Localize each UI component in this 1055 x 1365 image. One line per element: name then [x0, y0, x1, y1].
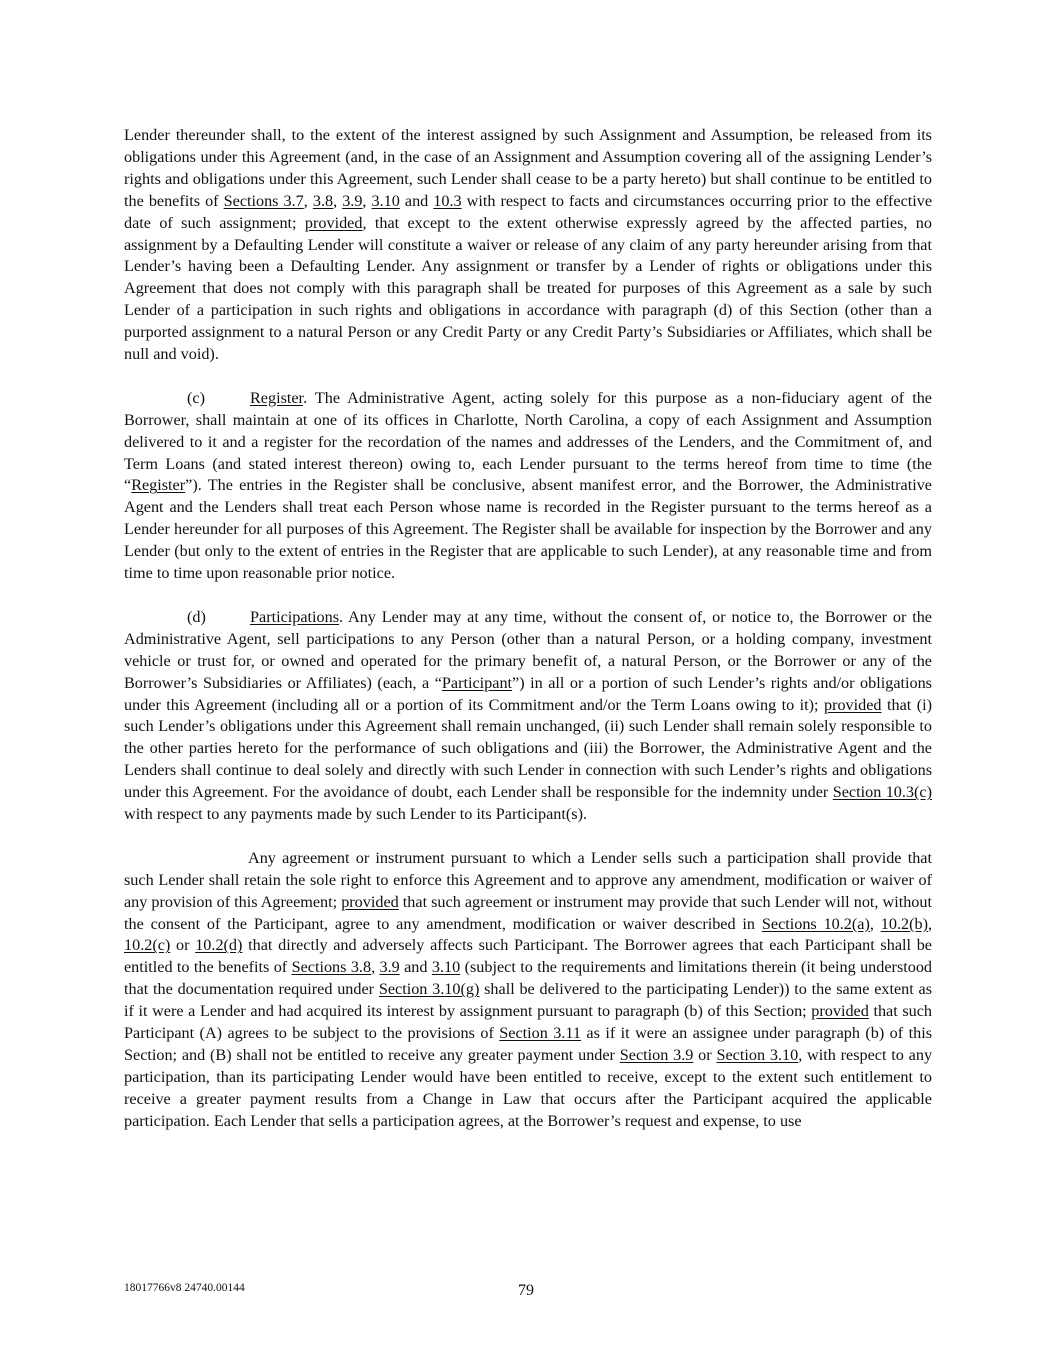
text-run: Lender thereunder shall, to the extent of the interest assigned by such Assignment and Assumption, be released from its obligations under this Agreement (and, in the case of an Assignment and Assumption covering all of the assigning Lender’s rights and obligations under this Agreement, such Lender shall cease to be a party hereto) but shall continue to be entitled to the benefits of — [124, 126, 932, 210]
cross-reference: Section 3.11 — [499, 1024, 581, 1043]
cross-reference: Sections 3.8 — [291, 958, 372, 977]
text-run: that such Participant (A) agrees to be subject to the provisions of — [124, 1002, 932, 1043]
text-run: , — [371, 958, 380, 977]
text-run: with respect to any payments made by such Lender to its Participant(s). — [124, 805, 588, 824]
cross-reference: Section 3.10 — [716, 1046, 799, 1065]
text-run: , that except to the extent otherwise expressly agreed by the affected parties, no assignment by a Defaulting Lender will constitute a waiver or release of any claim of any party hereunder arising from that Lender’s having been a Defaulting Lender. Any assignment or transfer by a Lender of rights or obligations under this Agreement that does not comply with this paragraph shall be treated for purposes of this Agreement as a sale by such Lender of a participation in such rights and obligations in accordance with paragraph (d) of this Section (other than a purported assignment to a natural Person or any Credit Party or any Credit Party’s Subsidiaries or Affiliates, which shall be null and void). — [124, 213, 932, 364]
text-run: . The Administrative Agent, acting solely for this purpose as a non-fiduciary agent of the Borrower, shall maintain at one of its offices in Charlotte, North Carolina, a copy of each Assignment and Assumption delivered to it and a register for the recordation of the names and addresses of the Lenders, and the Commitment of, and Term Loans (and stated interest thereon) owing to, each Lender pursuant to the terms hereof from time to time (the “ — [124, 388, 932, 495]
section-heading: Register — [250, 388, 304, 407]
document-page — [124, 125, 932, 1133]
paragraph-register — [124, 388, 932, 585]
cross-reference: Section 10.3(c) — [832, 783, 932, 802]
text-run: ”) in all or a portion of such Lender’s rights and/or obligations under this Agreement (including all or a portion of its Commitment and/or the Term Loans owing to it); — [124, 673, 932, 714]
text-run: and — [399, 958, 432, 977]
defined-term: provided — [823, 695, 882, 714]
text-run: or — [170, 936, 196, 955]
text-run: as if it were an assignee under paragraph (b) of this Section; and (B) shall not be entitled to receive any greater payment under — [124, 1024, 932, 1065]
cross-reference: Sections 3.7 — [223, 191, 304, 210]
defined-term: provided — [811, 1002, 869, 1021]
cross-reference: 3.8 — [312, 191, 334, 210]
text-run: , — [869, 914, 881, 933]
text-run: , — [927, 914, 933, 933]
paragraph-participation-agreement — [124, 848, 932, 1133]
cross-reference: 3.9 — [342, 191, 363, 210]
text-run: Any agreement or instrument pursuant to which a Lender sells such a participation shall provide that such Lender shall retain the sole right to enforce this Agreement and to approve any amendment, modification or waiver of any provision of this Agreement; — [124, 848, 932, 911]
cross-reference: Sections 10.2(a) — [761, 914, 870, 933]
text-run: ”). The entries in the Register shall be conclusive, absent manifest error, and the Borrower, the Administrative Agent and the Lenders shall treat each Person whose name is recorded in the Register pursuant to the terms hereof as a Lender hereunder for all purposes of this Agreement. The Register shall be available for inspection by the Borrower and any Lender (but only to the extent of entries in the Register that are applicable to such Lender), at any reasonable time and from time to time upon reasonable prior notice. — [124, 476, 932, 583]
text-run: . Any Lender may at any time, without the consent of, or notice to, the Borrower or the Administrative Agent, sell participations to any Person (other than a natural Person, or a holding company, investment vehicle or trust for, or owned and operated for the primary benefit of, a natural Person, or the Borrower or any of the Borrower’s Subsidiaries or Affiliates) (each, a “ — [124, 607, 932, 692]
cross-reference: 3.10 — [371, 191, 400, 210]
text-run: that directly and adversely affects such Participant. The Borrower agrees that each Participant shall be entitled to the benefits of — [124, 936, 932, 977]
text-run: and — [399, 191, 434, 210]
text-run: , — [333, 191, 343, 210]
cross-reference: 3.9 — [379, 958, 400, 977]
text-run: shall be delivered to the participating Lender)) to the same extent as if it were a Lender and had acquired its interest by assignment pursuant to paragraph (b) of this Section; — [124, 980, 933, 1021]
paragraph-participations — [124, 607, 932, 826]
cross-reference: 10.3 — [433, 191, 462, 210]
defined-term: Participant — [441, 673, 513, 692]
text-run: (subject to the requirements and limitations therein (it being understood that the documentation required under — [124, 958, 933, 999]
cross-reference: Section 3.10(g) — [378, 980, 480, 999]
defined-term: provided — [304, 213, 363, 232]
cross-reference: 3.10 — [431, 958, 461, 977]
text-run: , — [303, 191, 313, 210]
defined-term: Register — [131, 476, 186, 495]
cross-reference: Section 3.9 — [619, 1046, 694, 1065]
text-run: , with respect to any participation, than its participating Lender would have been entitled to receive, except to the extent such entitlement to receive a greater payment results from a Change in Law that occurs after the Participant acquired the applicable participation. Each Lender that sells a participation agrees, at the Borrower’s request and expense, to use — [124, 1046, 933, 1130]
cross-reference: 10.2(d) — [195, 936, 243, 955]
cross-reference: 10.2(c) — [124, 936, 171, 955]
text-run: , — [362, 191, 372, 210]
defined-term: provided — [341, 892, 399, 911]
document-id: 18017766v8 24740.00144 — [124, 1282, 245, 1294]
text-run: that such agreement or instrument may provide that such Lender will not, without the consent of the Participant, agree to any amendment, modification or waiver described in — [124, 892, 932, 933]
paragraph-marker: (d) — [187, 607, 206, 626]
section-heading: Participations — [250, 607, 340, 626]
text-run: or — [693, 1046, 717, 1065]
text-run: with respect to facts and circumstances occurring prior to the effective date of such assignment; — [124, 191, 933, 232]
page-number: 79 — [518, 1282, 534, 1299]
text-run: that (i) such Lender’s obligations under this Agreement shall remain unchanged, (ii) such Lender shall remain solely responsible to the other parties hereto for the performance of such obligations and (iii) the Borrower, the Administrative Agent and the Lenders shall continue to deal solely and directly with such Lender in connection with such Lender’s rights and obligations under this Agreement. For the avoidance of doubt, each Lender shall be responsible for the indemnity under — [124, 695, 932, 802]
cross-reference: 10.2(b) — [880, 914, 928, 933]
paragraph-assignment-continued — [124, 125, 932, 366]
paragraph-marker: (c) — [187, 388, 205, 407]
